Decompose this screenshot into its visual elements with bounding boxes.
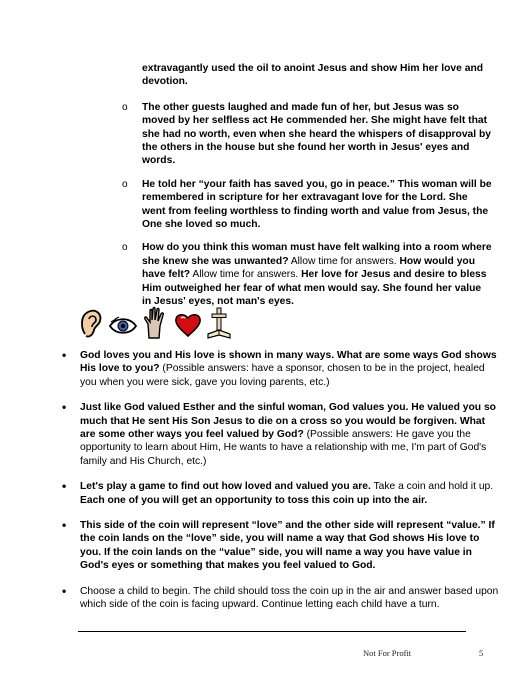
- list-item-marker: •: [62, 479, 67, 494]
- text-segment: Allow time for answers.: [288, 255, 400, 267]
- text-segment: (Possible answers: He gave you the opportunity to learn about Him, He wants to have a relationship with me, I'm part of God's family and His Church, etc.): [80, 429, 487, 467]
- text-segment: How do you think this woman must have felt walking into a room where she knew she was unwanted?: [142, 242, 492, 267]
- text-segment: Choose a child to begin. The child should toss the coin up in the air and answer based upon which side of the coin is facing upward. Continue letting each child have a turn.: [80, 585, 499, 611]
- sub-list-item: [122, 241, 492, 308]
- list-item: [60, 349, 500, 389]
- text-segment: How would you have felt?: [142, 255, 476, 281]
- sub-list-item: [122, 178, 492, 232]
- list-item-marker: •: [62, 348, 67, 362]
- sub-list-item-marker: o: [122, 242, 128, 254]
- text-segment: This side of the coin will represent “love” and the other side will represent “value.” If the coin lands on the “love” side, you will name a way that God shows His love to you. If the coin lands on the “value” side, you will name a way you have value in God's eyes or something that makes you feel valued to God.: [80, 520, 495, 572]
- footer-rule: [78, 631, 466, 632]
- icon-row: [78, 306, 248, 342]
- text-segment: Just like God valued Esther and the sinful woman, God values you. He valued you so much that He sent His Son Jesus to die on a cross so you would be forgiven. What are some other ways you feel valued by God?: [80, 402, 496, 441]
- list-item: [60, 585, 500, 612]
- text-segment: Let's play a game to find out how loved and valued you are.: [80, 481, 371, 493]
- main-bullet-list: [60, 349, 500, 624]
- sub-list-item-marker: o: [122, 178, 128, 190]
- continuation-text: extravagantly used the oil to anoint Jesus and show Him her love and devotion.: [142, 63, 484, 88]
- text-segment: He told her “your faith has saved you, go in peace.” This woman will be remembered in scripture for her extravagant love for the Lord. She went from feeling worthless to finding worth and value from Jesus, the One she loved so much.: [142, 178, 492, 231]
- list-item: [60, 519, 500, 573]
- page-number: 5: [479, 648, 484, 658]
- sub-list-item: [122, 101, 492, 168]
- text-segment: (Possible answers: have a sponsor, chosen to be in the project, healed you when you were sick, gave you loving parents, etc.): [80, 363, 485, 388]
- list-item-marker: •: [62, 518, 67, 533]
- text-segment: Her love for Jesus and desire to bless Him outweighed her fear of what men would say. She found her value in Jesus' eyes, not man's eyes.: [142, 269, 487, 308]
- text-segment: The other guests laughed and made fun of her, but Jesus was so moved by her selfless act He commended her. She might have felt that she had no worth, even when she heard the whispers of disapproval by the others in the house but she found her worth in Jesus' eyes and words.: [142, 101, 492, 167]
- footer-text: Not For Profit: [363, 648, 412, 658]
- sub-bullet-list: [122, 62, 492, 319]
- list-item: [60, 401, 500, 468]
- list-item-marker: •: [62, 400, 67, 415]
- ear-icon: [78, 308, 104, 340]
- text-segment: Each one of you will get an opportunity to toss this coin up into the air.: [80, 494, 428, 506]
- list-item: [60, 480, 500, 507]
- cross-bible-icon: [206, 306, 232, 340]
- text-segment: Take a coin and hold it up.: [370, 481, 494, 493]
- text-segment: Allow time for answers.: [190, 269, 302, 281]
- list-item-marker: •: [62, 583, 67, 598]
- hand-icon: [142, 306, 168, 340]
- text-segment: God loves you and His love is shown in many ways. What are some ways God shows His love to you?: [80, 350, 497, 375]
- sub-list-item-marker: o: [122, 101, 128, 113]
- heart-icon: [174, 312, 202, 338]
- eye-icon: [108, 316, 138, 336]
